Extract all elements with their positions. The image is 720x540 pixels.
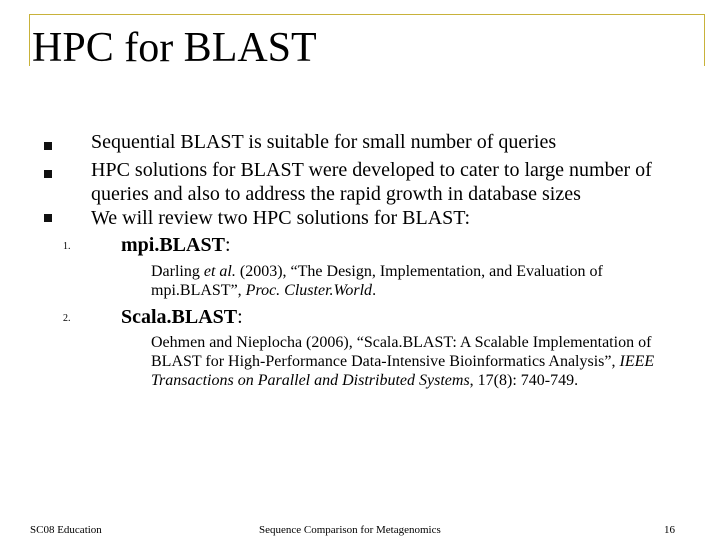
- solution-name: Scala.BLAST: [121, 306, 238, 328]
- solution-colon: :: [224, 234, 231, 256]
- bullet-square-icon: [44, 170, 52, 178]
- ref-venue: Proc. Cluster.World: [245, 282, 373, 299]
- bullet-square-icon: [44, 214, 52, 222]
- reference-mpiblast: [151, 262, 681, 300]
- solution-scalablast: [121, 305, 243, 329]
- title-rule-left: [29, 14, 30, 66]
- list-number-1: 1.: [63, 241, 71, 252]
- bullet-sequential-blast: Sequential BLAST is suitable for small number of queries: [91, 131, 557, 153]
- bullet-square-icon: [44, 142, 52, 150]
- solution-colon: :: [237, 306, 243, 328]
- title-rule-right: [704, 14, 705, 66]
- solution-name: mpi.BLAST: [121, 234, 225, 256]
- ref-title: (2003), “The Design, Implementation, and Evaluation of mpi.BLAST”,: [151, 263, 603, 299]
- bullet-review-two: We will review two HPC solutions for BLAST:: [91, 207, 471, 229]
- ref-journal: IEEE Transactions on Parallel and Distributed Systems: [151, 353, 655, 389]
- list-number-2: 2.: [63, 313, 71, 324]
- solution-mpiblast: [121, 233, 231, 257]
- ref-tail: , 17(8): 740-749.: [469, 372, 579, 389]
- title-rule-top: [29, 14, 704, 15]
- ref-lead: Oehmen and Nieplocha (2006), “Scala.BLAST: A Scalable Implementation of BLAST for High-Performance Data-Intensive Bioinformatics Analysis”,: [151, 334, 652, 370]
- page-number: 16: [664, 524, 675, 536]
- slide-title: HPC for BLAST: [32, 25, 317, 71]
- ref-end: .: [372, 282, 377, 299]
- ref-authors: Darling: [151, 263, 204, 280]
- footer-left: SC08 Education: [30, 524, 102, 536]
- bullet-hpc-solutions: HPC solutions for BLAST were developed to cater to large number of queries and also to address the rapid growth in database sizes: [91, 159, 652, 205]
- footer-center: Sequence Comparison for Metagenomics: [259, 524, 441, 536]
- reference-scalablast: [151, 333, 681, 390]
- ref-etal: et al.: [203, 263, 236, 280]
